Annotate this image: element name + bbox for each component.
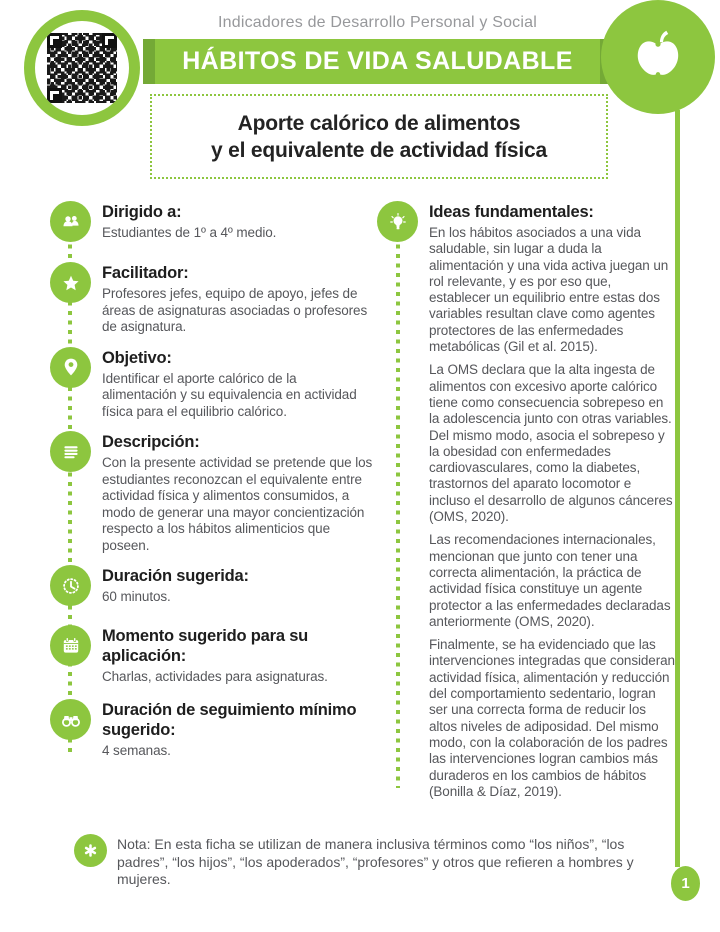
list-icon: [50, 431, 91, 472]
section-body: Profesores jefes, equipo de apoyo, jefes de áreas de asignaturas asociadas o profesores de asignatura.: [102, 286, 368, 334]
section-body: Charlas, actividades para asignaturas.: [102, 669, 328, 684]
section-title: Dirigido a:: [102, 203, 182, 221]
document-title-line1: Aporte calórico de alimentos: [237, 112, 521, 135]
section-title: Momento sugerido para su aplicación:: [102, 627, 309, 665]
document-title-box: [150, 94, 608, 179]
qr-finder-icon: [47, 33, 62, 48]
section-ideas-fundamentales: [377, 201, 675, 807]
pin-icon: [50, 347, 91, 388]
kicker-text: Indicadores de Desarrollo Personal y Social: [218, 14, 537, 31]
right-column: [377, 201, 675, 807]
section-duracion-sugerida: [50, 565, 374, 606]
section-objetivo: [50, 347, 374, 421]
users-icon: [50, 201, 91, 242]
clock-icon: [50, 565, 91, 606]
section-title: Descripción:: [102, 433, 200, 451]
banner: [143, 39, 612, 84]
section-body: Con la presente actividad se pretende que los estudiantes reconozcan el equivalente entre actividad física y alimentos consumidos, a modo de generar una mayor concientización respecto a los hábitos alimenticios que poseen.: [102, 455, 373, 553]
document-title-line2: y el equivalente de actividad física: [211, 139, 547, 162]
section-body: Identificar el aporte calórico de la alimentación y su equivalencia en actividad física para el equilibrio calórico.: [102, 370, 357, 419]
qr-code-icon: [35, 21, 129, 115]
ideas-title: Ideas fundamentales:: [429, 203, 594, 221]
apple-icon: [626, 25, 690, 89]
section-momento-sugerido: [50, 625, 374, 686]
section-title: Facilitador:: [102, 264, 189, 282]
right-rail-line: [675, 110, 680, 867]
banner-title: HÁBITOS DE VIDA SALUDABLE: [182, 47, 573, 75]
section-body: Estudiantes de 1º a 4º medio.: [102, 225, 277, 240]
section-body: 4 semanas.: [102, 742, 171, 758]
section-title: Objetivo:: [102, 348, 172, 367]
lightbulb-icon: [377, 201, 418, 242]
apple-badge: [601, 0, 715, 114]
qr-finder-icon: [47, 88, 62, 103]
ideas-paragraph: Finalmente, se ha evidenciado que las intervenciones integradas que consideran actividad física, alimentación y reducción del comportamiento sedentario, logran ser una correcta forma de reducir los altos niveles de adiposidad. Del mismo modo, con la colaboración de los padres las intervenciones logran cambios más duraderos en los cambios de hábitos (Bonilla & Díaz, 2019).: [429, 637, 675, 799]
section-body: 60 minutos.: [102, 589, 171, 604]
left-column: [50, 201, 374, 759]
ideas-paragraph: La OMS declara que la alta ingesta de alimentos con excesivo aporte calórico tiene como consecuencia sobrepeso en la adolescencia junto con otras variables. Del mismo modo, asocia el sobrepeso y la obesidad con enfermedades cardiovasculares, como la diabetes, trastornos del aparato locomotor e incluso el desarrollo de algunos cánceres (OMS, 2020).: [429, 362, 673, 525]
section-descripcion: [50, 431, 374, 554]
ideas-paragraph: Las recomendaciones internacionales, mencionan que junto con tener una correcta alimentación, la práctica de actividad física constituye un agente protector a las enfermedades declaradas anteriormente (OMS, 2020).: [429, 532, 671, 629]
star-icon: [50, 262, 91, 303]
ideas-paragraph: En los hábitos asociados a una vida saludable, sin lugar a duda la alimentación y una vida activa juegan un rol relevante, y es por eso que, establecer un equilibrio entre estas dos variables resultan clave como agentes protectores de las enfermedades metabólicas (Gil et al. 2015).: [429, 225, 669, 355]
asterisk-icon: [74, 834, 107, 867]
section-facilitador: [50, 262, 374, 336]
qr-code-badge: [24, 10, 140, 126]
section-title: Duración de seguimiento mínimo sugerido:: [102, 700, 357, 739]
qr-finder-icon: [102, 33, 117, 48]
page-number: 1: [681, 875, 690, 892]
inclusive-language-note: Nota: En esta ficha se utilizan de manera inclusiva términos como “los niños”, “los padres”, “los hijos”, “los apoderados”, “profesores” y otros que refieren a hombres y mujeres.: [117, 836, 634, 887]
binoculars-icon: [50, 699, 91, 740]
section-dirigido-a: [50, 201, 374, 242]
section-seguimiento: [50, 699, 374, 760]
calendar-icon: [50, 625, 91, 666]
page-number-badge: [671, 866, 700, 901]
section-title: Duración sugerida:: [102, 567, 249, 585]
